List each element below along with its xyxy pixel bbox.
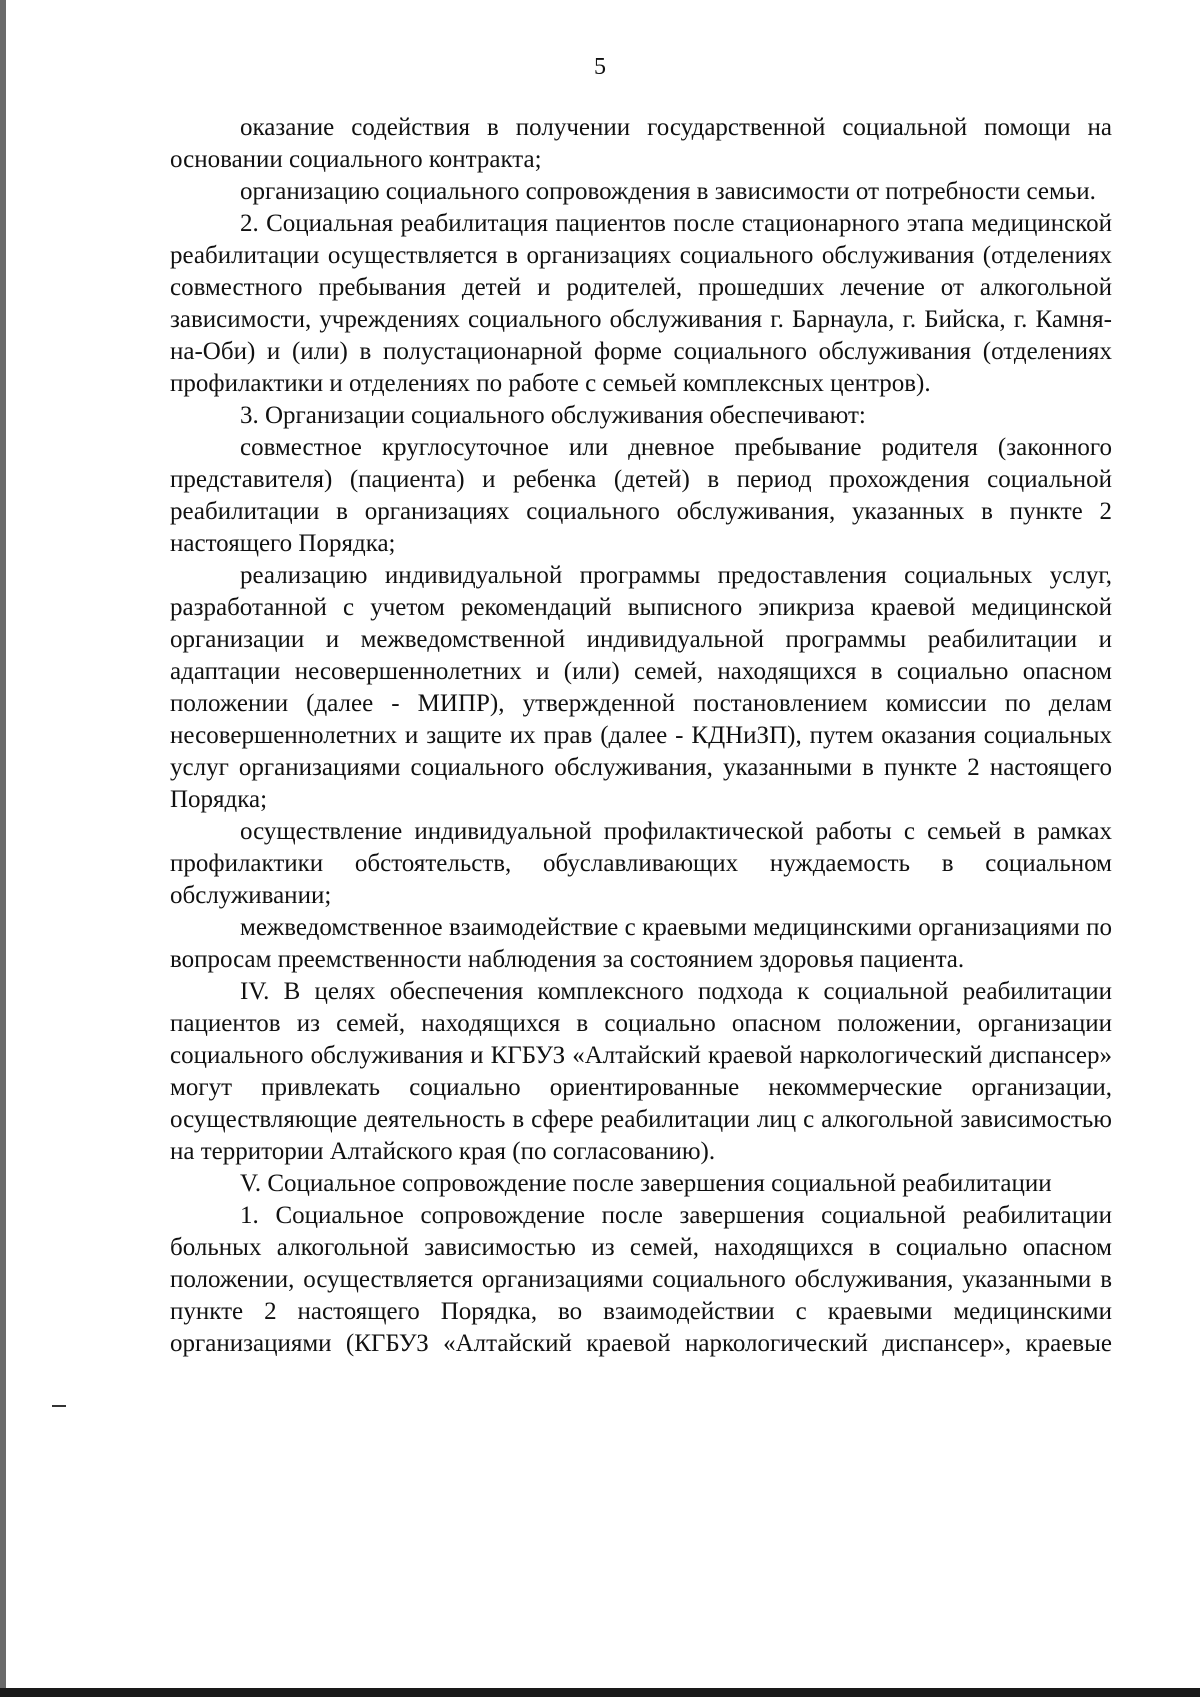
paragraph-social-support: организацию социального сопровождения в зависимости от потребности семьи.	[240, 178, 1096, 205]
margin-mark	[52, 1405, 66, 1407]
paragraph-section-iv: IV. В целях обеспечения комплексного подхода к социальной реабилитации пациентов из семей, находящихся в социально опасном положении, организации социального обслуживания и КГБУЗ «Алтайский краевой наркологический диспансер» могут привлекать социально ориентированные некоммерческие организации, осуществляющие деятельность в сфере реабилитации лиц с алкогольной зависимостью на территории Алтайского края (по согласованию).	[170, 978, 1112, 1165]
paragraph-section-v-heading: V. Социальное сопровождение после завершения социальной реабилитации	[240, 1170, 1052, 1197]
paragraph-item-2-rehabilitation: 2. Социальная реабилитация пациентов после стационарного этапа медицинской реабилитации осуществляется в организациях социального обслуживания (отделениях совместного пребывания детей и родителей, прошедших лечение от алкогольной зависимости, учреждениях социального обслуживания г. Барнаула, г. Бийска, г. Камня-на-Оби) и (или) в полустационарной форме социального обслуживания (отделениях профилактики и отделениях по работе с семьей комплексных центров).	[170, 210, 1112, 397]
paragraph-interagency: межведомственное взаимодействие с краевыми медицинскими организациями по вопросам преемственности наблюдения за состоянием здоровья пациента.	[170, 914, 1112, 973]
paragraph-item-3-heading: 3. Организации социального обслуживания обеспечивают:	[240, 402, 866, 429]
paragraph-individual-program: реализацию индивидуальной программы предоставления социальных услуг, разработанной с учетом рекомендаций выписного эпикриза краевой медицинской организации и межведомственной индивидуальной программы реабилитации и адаптации несовершеннолетних и (или) семей, находящихся в социально опасном положении (далее - МИПР), утвержденной постановлением комиссии по делам несовершеннолетних и защите их прав (далее - КДНиЗП), путем оказания социальных услуг организациями социального обслуживания, указанными в пункте 2 настоящего Порядка;	[170, 562, 1112, 813]
page-number: 5	[594, 54, 606, 80]
paragraph-prevention-work: осуществление индивидуальной профилактической работы с семьей в рамках профилактики обстоятельств, обуславливающих нуждаемость в социальном обслуживании;	[170, 818, 1112, 909]
scan-edge-left	[0, 0, 6, 1697]
document-body	[170, 112, 1112, 1360]
paragraph-social-aid: оказание содействия в получении государственной социальной помощи на основании социального контракта;	[170, 114, 1112, 173]
paragraph-joint-stay: совместное круглосуточное или дневное пребывание родителя (законного представителя) (пациента) и ребенка (детей) в период прохождения социальной реабилитации в организациях социального обслуживания, указанных в пункте 2 настоящего Порядка;	[170, 434, 1112, 557]
paragraph-section-v-item-1: 1. Социальное сопровождение после завершения социальной реабилитации больных алкогольной зависимостью из семей, находящихся в социально опасном положении, осуществляется организациями социального обслуживания, указанными в пункте 2 настоящего Порядка, во взаимодействии с краевыми медицинскими организациями (КГБУЗ «Алтайский краевой наркологический диспансер», краевые	[170, 1202, 1112, 1357]
scan-edge-bottom	[0, 1688, 1200, 1697]
